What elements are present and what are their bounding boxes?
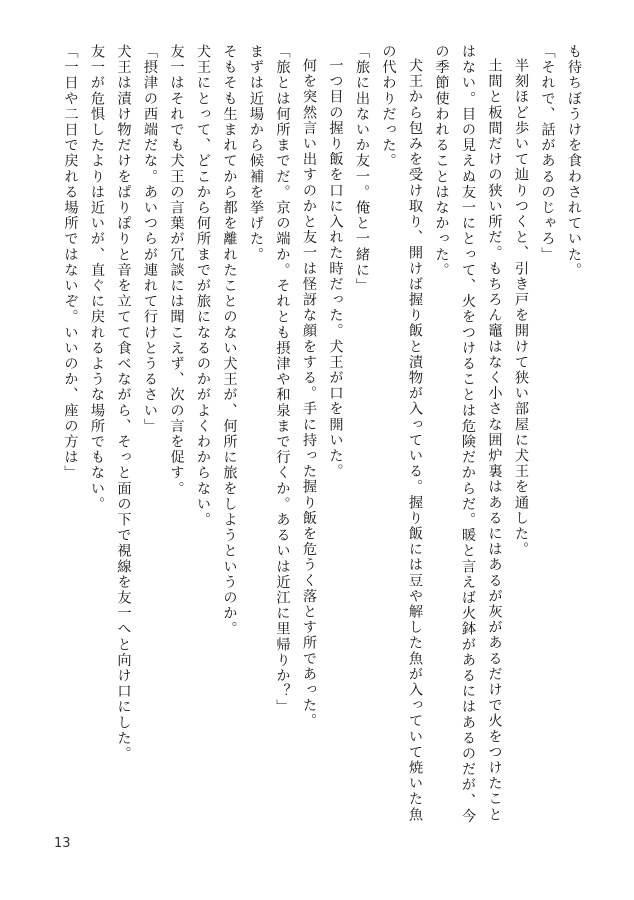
text-line: 半刻ほど歩いて辿りつくと、引き戸を開けて狭い部屋に犬王を通した。: [513, 58, 529, 558]
text-line: 「旅とは何所までだ。京の端か。それとも摂津や和泉まで行くか。あるいは近江に里帰りか？」: [274, 44, 291, 715]
text-line: 「それで、話があるのじゃろ」: [539, 44, 556, 263]
text-line: の季節使われることはなかった。: [433, 44, 450, 278]
text-line: そもそも生まれてから都を離れたことのない犬王が、何所に旅をしようというのか。: [221, 44, 238, 637]
text-line: 一つ目の握り飯を口に入れた時だった。犬王が口を開いた。: [327, 58, 344, 480]
page-number: 13: [54, 836, 71, 851]
text-line: の代わりだった。: [380, 44, 397, 169]
text-line: まずは近場から候補を挙げた。: [248, 44, 264, 263]
text-line: 何を突然言い出すのかと友一は怪訝な顔をする。手に持った握り飯を危うく落とす所であった。: [301, 58, 317, 729]
text-line: 犬王から包みを受け取り、開けば握り飯と漬物が入っている。握り飯には豆や解した魚が入っていて焼いた魚: [407, 58, 423, 823]
text-line: 犬王にとって、どこから何所までが旅になるのかがよくわからない。: [195, 44, 211, 528]
text-line: 犬王は漬け物だけをぱりぽりと音を立てて食べながら、そっと面の下で視線を友一へと向け口にした。: [115, 44, 132, 762]
text-line: も待ちぼうけを食わされていた。: [566, 44, 582, 278]
text-line: 「一日や二日で戻れる場所ではないぞ。いいのか、座の方は」: [62, 44, 79, 481]
text-line: 「旅に出ないか友一。俺と一緒に」: [354, 44, 370, 294]
text-line: 土間と板間だけの狭い所だ。もちろん竈はなく小さな囲炉裏はあるにはあるが灰があるだけで火をつけたこと: [486, 58, 503, 823]
text-line: はない。目の見えぬ友一にとって、火をつけることは危険だからだ。暖と言えば火鉢があるにはあるのだが、今: [460, 44, 476, 824]
text-line: 友一が危惧したよりは近いが、直ぐに戻れるような場所でもない。: [89, 44, 105, 512]
vertical-text-block: [56, 44, 587, 844]
text-line: 「摂津の西端だな。あいつらが連れて行けとうるさい」: [142, 44, 158, 434]
text-line: 友一はそれでも犬王の言葉が冗談には聞こえず、次の言を促す。: [168, 44, 185, 497]
